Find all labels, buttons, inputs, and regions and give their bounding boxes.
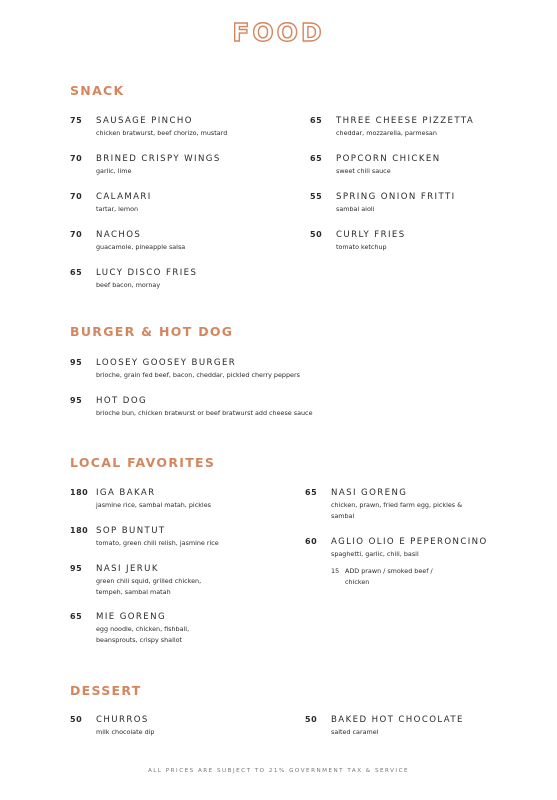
footer-note: ALL PRICES ARE SUBJECT TO 21% GOVERNMENT TAX & SERVICE (147, 768, 410, 774)
addon-line: ADD prawn / smoked beef / (345, 567, 433, 575)
item-name: THREE CHEESE PIZZETTA (336, 116, 475, 126)
item-price: 70 (70, 192, 83, 201)
addon-description (345, 566, 505, 588)
item-description: cheddar, mozzarella, parmesan (336, 129, 437, 137)
item-description: sambal aioli (336, 205, 375, 213)
item-name: BRINED CRISPY WINGS (96, 154, 221, 164)
item-description-line: chicken, prawn, fried farm egg, pickles & (331, 501, 463, 509)
item-description-line: green chili squid, grilled chicken, (96, 577, 202, 585)
item-name: AGLIO OLIO E PEPERONCINO (331, 537, 488, 547)
item-name: SPRING ONION FRITTI (336, 192, 456, 202)
item-name: NASI GORENG (331, 488, 408, 498)
item-price: 55 (310, 192, 323, 201)
item-description (96, 624, 189, 646)
item-description: sweet chili sauce (336, 167, 391, 175)
item-name: MIE GORENG (96, 612, 167, 622)
addon-price: 15 (331, 567, 340, 575)
item-description (96, 576, 201, 598)
item-description: tomato, green chili relish, jasmine rice (96, 539, 219, 547)
item-price: 50 (310, 230, 323, 239)
item-price: 180 (70, 488, 89, 497)
item-price: 50 (70, 715, 83, 724)
item-description (331, 500, 462, 522)
item-description: chicken bratwurst, beef chorizo, mustard (96, 129, 228, 137)
item-description: brioche bun, chicken bratwurst or beef bratwurst add cheese sauce (96, 409, 313, 417)
item-description: tomato ketchup (336, 243, 387, 251)
item-name: CURLY FRIES (336, 230, 406, 240)
addon-line: chicken (345, 578, 370, 586)
item-name: IGA BAKAR (96, 488, 156, 498)
item-price: 50 (305, 715, 318, 724)
item-price: 75 (70, 116, 83, 125)
section-title-dessert: DESSERT (70, 683, 142, 698)
section-title-local: LOCAL FAVORITES (70, 455, 216, 470)
item-name: BAKED HOT CHOCOLATE (331, 715, 464, 725)
item-description: spaghetti, garlic, chili, basil (331, 550, 419, 558)
item-description: tartar, lemon (96, 205, 139, 213)
item-name: CHURROS (96, 715, 149, 725)
item-price: 95 (70, 358, 83, 367)
item-price: 65 (310, 154, 323, 163)
item-price: 95 (70, 564, 83, 573)
item-price: 95 (70, 396, 83, 405)
item-name: NASI JERUK (96, 564, 159, 574)
item-name: HOT DOG (96, 396, 148, 406)
item-description: guacamole, pineapple salsa (96, 243, 186, 251)
item-price: 65 (70, 268, 83, 277)
item-description-line: beansprouts, crispy shallot (96, 636, 183, 644)
item-name: LUCY DISCO FRIES (96, 268, 198, 278)
item-name: SAUSAGE PINCHO (96, 116, 193, 126)
item-name: NACHOS (96, 230, 142, 240)
item-description-line: tempeh, sambal matah (96, 588, 171, 596)
section-title-snack: SNACK (70, 83, 125, 98)
item-description: brioche, grain fed beef, bacon, cheddar, pickled cherry peppers (96, 371, 300, 379)
item-description: garlic, lime (96, 167, 132, 175)
item-description-line: sambal (331, 512, 355, 520)
page-title: FOOD (232, 18, 325, 47)
item-description: jasmine rice, sambal matah, pickles (96, 501, 211, 509)
item-description: beef bacon, mornay (96, 281, 161, 289)
item-name: POPCORN CHICKEN (336, 154, 441, 164)
item-description: salted caramel (331, 728, 379, 736)
item-price: 65 (305, 488, 318, 497)
item-price: 65 (70, 612, 83, 621)
item-description-line: egg noodle, chicken, fishball, (96, 625, 190, 633)
item-price: 65 (310, 116, 323, 125)
section-title-burger: BURGER & HOT DOG (70, 324, 234, 339)
item-name: CALAMARI (96, 192, 152, 202)
item-price: 60 (305, 537, 318, 546)
item-description: milk chocolate dip (96, 728, 155, 736)
item-name: SOP BUNTUT (96, 526, 166, 536)
item-price: 70 (70, 230, 83, 239)
item-price: 70 (70, 154, 83, 163)
item-price: 180 (70, 526, 89, 535)
item-name: LOOSEY GOOSEY BURGER (96, 358, 237, 368)
